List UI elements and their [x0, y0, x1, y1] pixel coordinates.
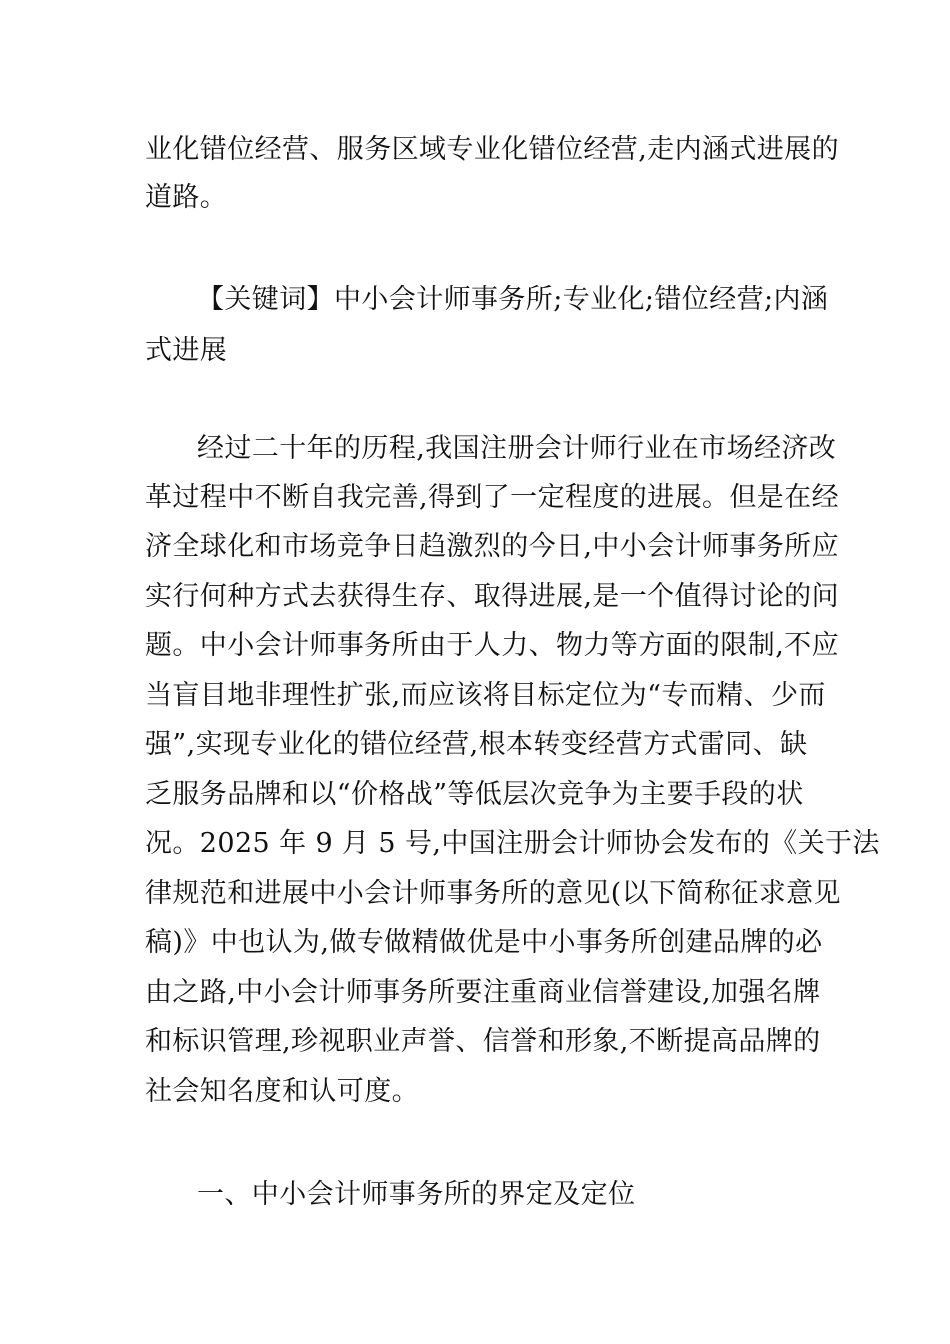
text-line: 强”,实现专业化的错位经营,根本转变经营方式雷同、缺 — [145, 729, 808, 760]
text-line: 【关键词】中小会计师事务所;专业化;错位经营;内涵 — [197, 284, 829, 315]
text-line: 稿)》中也认为,做专做精做优是中小事务所创建品牌的必 — [145, 927, 823, 958]
text-line: 济全球化和市场竞争日趋激烈的今日,中小会计师事务所应 — [145, 531, 839, 562]
text-line: 当盲目地非理性扩张,而应该将目标定位为“专而精、少而 — [145, 680, 826, 711]
text-line: 实行何种方式去获得生存、取得进展,是一个值得讨论的问 — [145, 581, 839, 612]
text-line: 和标识管理,珍视职业声誉、信誉和形象,不断提高品牌的 — [145, 1026, 821, 1057]
text-line: 社会知名度和认可度。 — [145, 1076, 419, 1107]
heading-text: 一、中小会计师事务所的界定及定位 — [197, 1179, 636, 1210]
text-line: 律规范和进展中小会计师事务所的意见(以下简称征求意见 — [145, 878, 841, 909]
text-line: 式进展 — [145, 335, 228, 366]
text-line: 经过二十年的历程,我国注册会计师行业在市场经济改 — [197, 433, 837, 464]
text-line: 由之路,中小会计师事务所要注重商业信誉建设,加强名牌 — [145, 977, 821, 1008]
text-line: 道路。 — [145, 182, 228, 213]
text-line: 革过程中不断自我完善,得到了一定程度的进展。但是在经 — [145, 482, 839, 513]
text-line: 况。2025 年 9 月 5 号,中国注册会计师协会发布的《关于法 — [145, 828, 880, 859]
text-line: 乏服务品牌和以“价格战”等低层次竞争为主要手段的状 — [145, 779, 804, 810]
text-line: 业化错位经营、服务区域专业化错位经营,走内涵式进展的 — [145, 134, 839, 165]
text-line: 题。中小会计师事务所由于人力、物力等方面的限制,不应 — [145, 630, 839, 661]
